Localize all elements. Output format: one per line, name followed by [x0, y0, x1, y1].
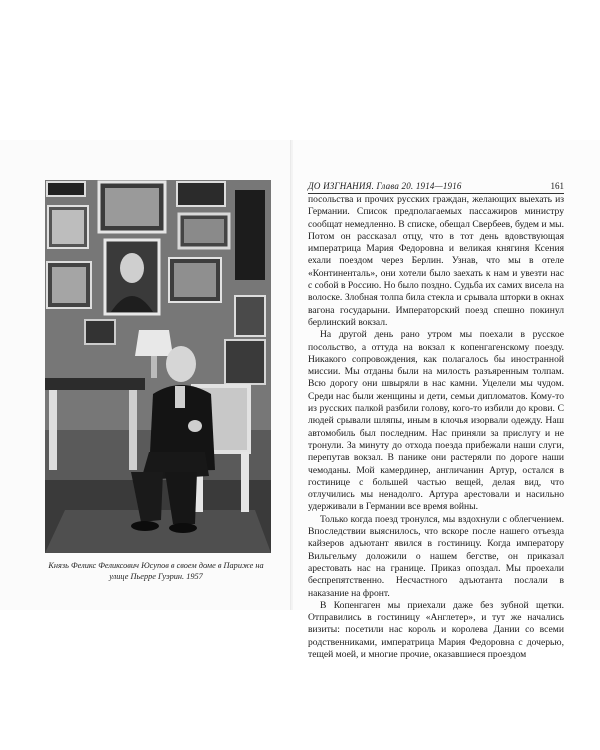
- paragraph: В Копенгаген мы приехали даже без зубной щетки. Отправились в гостиницу «Англетер», и тут же начались визиты: посетили нас король и королева Дании со всеми родственниками, императрица Мария Федоровна с дочерью, тещей моей, и многие прочие, оказавшиеся проездом: [308, 599, 564, 660]
- chapter-title: ДО ИЗГНАНИЯ. Глава 20. 1914—1916: [308, 181, 462, 191]
- paragraph: Только когда поезд тронулся, мы вздохнули с облегчением. Впоследствии выяснилось, что вскоре после нашего отъезда кайзеров адъютант явился в гостиницу. Когда императору Вильгельму доложили о нашем бегстве, он приказал арестовать нас на границе. Приказ опоздал. Мы проехали беспрепятственно. Несчастного адъютанта послали в наказание на фронт.: [308, 513, 564, 599]
- paragraph: посольства и прочих русских граждан, желающих выехать из Германии. Список предполагаемых пассажиров министру сообщат немедленно. В списке, обещал Свербеев, будем и мы. Потом он рассказал отцу, что в тот день вдовствующая императрица Мария Федоровна и великая княгиня Ксения ехали поездом через Берлин. Узнав, что мы в отеле «Континенталь», они хотели было заехать к нам и увезти нас с собой в Россию. Но было поздно. Судьба их самих висела на волоске. Злобная толпа била стекла и срывала шторки в окнах вагона государыни. Императорский поезд спешно покинул берлинский вокзал.: [308, 194, 564, 328]
- photo-caption: Князь Феликс Феликсович Юсупов в своем доме в Париже на улице Пьерре Гуэрин. 1957: [48, 561, 264, 581]
- running-header: [308, 180, 564, 192]
- portrait-photo: [45, 180, 271, 553]
- page-number: 161: [550, 181, 564, 191]
- body-text: [308, 194, 564, 661]
- paragraph: На другой день рано утром мы поехали в русское посольство, а оттуда на вокзал к копенгагенскому поезду. Никакого сопровождения, как полагалось бы иностранной миссии. Мы отданы были на милость разъяренным толпам. Всю дорогу они швыряли в нас камни. Уцелели мы чудом. Среди нас были женщины и дети, семьи дипломатов. Кому-то из русских палкой разбили голову, кого-то избили до крови. С людей срывали шляпы, иным в клочья изорвали одежду. Наш автомобиль был последним. Нас приняли за прислугу и не тронули. За минуту до отхода поезда прибежали наши слуги, перепутав вокзал. В панике они растеряли по дороге наши чемоданы. Мой камердинер, англичанин Артур, остался в гостинице с большей частью вещей, делая вид, что отлучились мы ненадолго. Артура арестовали и насильно удерживали в Германии все время войны.: [308, 329, 564, 513]
